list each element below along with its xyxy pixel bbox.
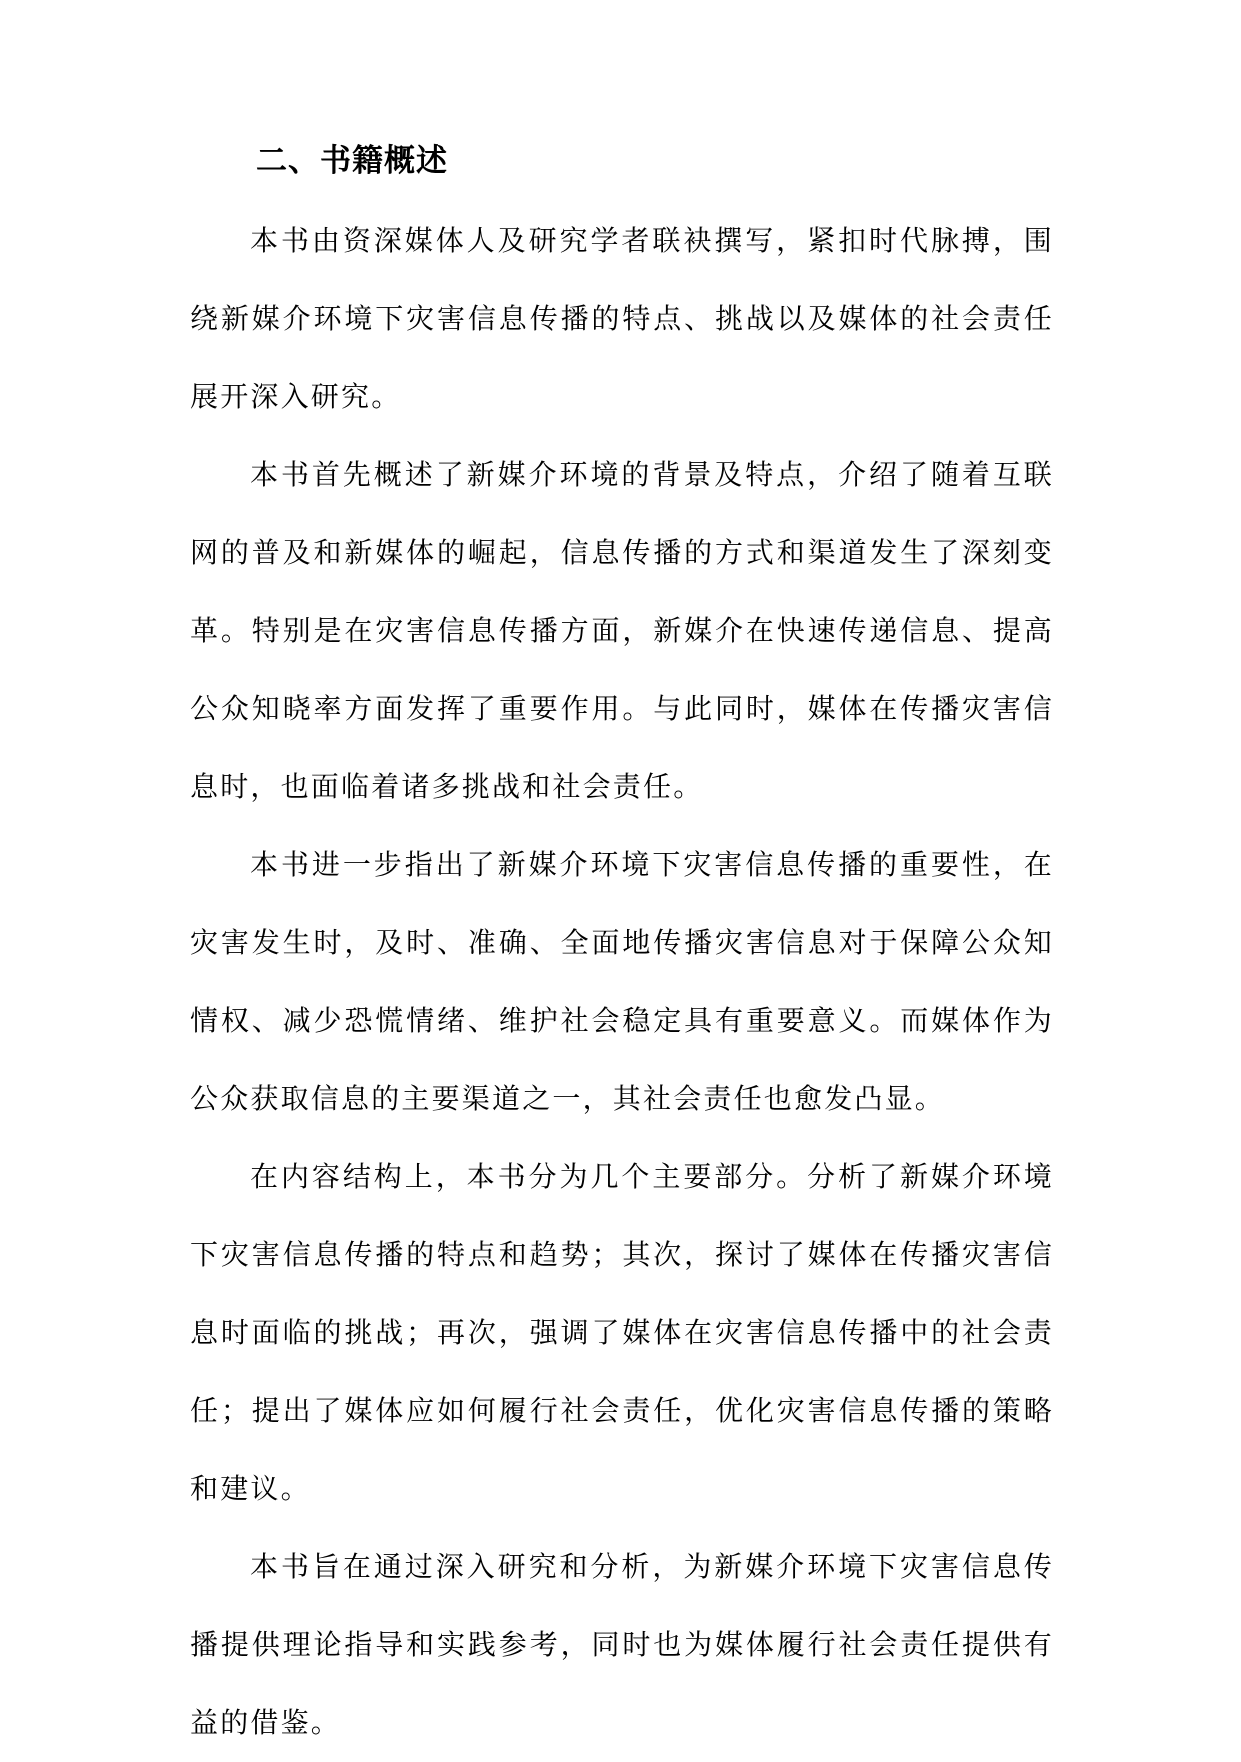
section-body bbox=[190, 202, 1054, 1762]
paragraph-importance: 本书进一步指出了新媒介环境下灾害信息传播的重要性，在灾害发生时，及时、准确、全面地传播灾害信息对于保障公众知情权、减少恐慌情绪、维护社会稳定具有重要意义。而媒体作为公众获取信息的主要渠道之一，其社会责任也愈发凸显。 bbox=[190, 848, 1054, 1115]
paragraph-background: 本书首先概述了新媒介环境的背景及特点，介绍了随着互联网的普及和新媒体的崛起，信息传播的方式和渠道发生了深刻变革。特别是在灾害信息传播方面，新媒介在快速传递信息、提高公众知晓率方面发挥了重要作用。与此同时，媒体在传播灾害信息时，也面临着诸多挑战和社会责任。 bbox=[190, 458, 1054, 803]
paragraph-structure: 在内容结构上，本书分为几个主要部分。分析了新媒介环境下灾害信息传播的特点和趋势；其次，探讨了媒体在传播灾害信息时面临的挑战；再次，强调了媒体在灾害信息传播中的社会责任；提出了媒体应如何履行社会责任，优化灾害信息传播的策略和建议。 bbox=[190, 1160, 1054, 1505]
paragraph-authors: 本书由资深媒体人及研究学者联袂撰写，紧扣时代脉搏，围绕新媒介环境下灾害信息传播的特点、挑战以及媒体的社会责任展开深入研究。 bbox=[190, 224, 1054, 413]
section-heading: 二、书籍概述 bbox=[256, 143, 448, 179]
paragraph-purpose: 本书旨在通过深入研究和分析，为新媒介环境下灾害信息传播提供理论指导和实践参考，同时也为媒体履行社会责任提供有益的借鉴。 bbox=[190, 1550, 1054, 1739]
